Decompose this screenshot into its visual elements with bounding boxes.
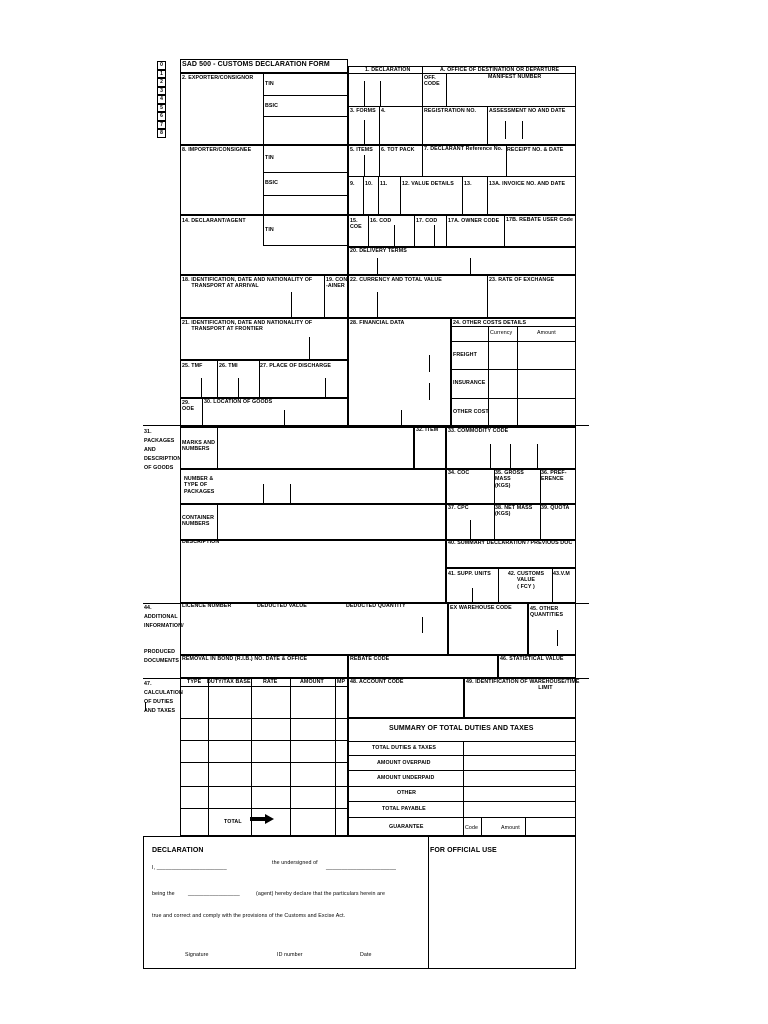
strip-number: 6	[157, 112, 166, 121]
supp-units-label: 41. SUPP. UNITS	[448, 571, 491, 577]
declarant-agent-label: 14. DECLARANT/AGENT	[182, 218, 246, 224]
summary-row-label: GUARANTEE	[389, 824, 424, 830]
description-label: DESCRIPTION	[182, 539, 220, 545]
item-label: 32. ITEM	[416, 427, 439, 433]
declaration-being-blank[interactable]: _________________	[188, 891, 240, 897]
assessment-no-label: ASSESSMENT NO AND DATE	[489, 108, 566, 114]
date-label: Date	[360, 952, 372, 958]
freight-label: FREIGHT	[453, 352, 477, 358]
amount-label: Amount	[537, 330, 556, 336]
office-destination-label: A. OFFICE OF DESTINATION OR DEPARTURE	[440, 67, 560, 73]
amount-label: Amount	[501, 825, 520, 831]
tot-pack-label: 6. TOT PACK	[381, 147, 415, 153]
exchange-rate-label: 23. RATE OF EXCHANGE	[489, 277, 555, 283]
other-quantities-label: 45. OTHER QUANTITIES	[530, 606, 564, 619]
currency-label: Currency	[490, 330, 513, 336]
delivery-terms-label: 20. DELIVERY TERMS	[350, 248, 407, 254]
licence-box[interactable]	[180, 603, 448, 655]
value-details-label: 12. VALUE DETAILS	[402, 181, 454, 187]
items-label: 5. ITEMS	[350, 147, 373, 153]
insurance-label: INSURANCE	[453, 380, 486, 386]
declaration-box-a[interactable]	[364, 81, 365, 106]
cod17-label: 17. COD	[416, 218, 438, 224]
container-label: 19. CON -AINER	[326, 277, 348, 290]
marks-numbers-label: MARKS AND NUMBERS	[182, 440, 216, 453]
deducted-quantity-label: DEDUCTED QUANTITY	[346, 603, 406, 609]
col-mp: MP	[337, 679, 346, 685]
tmf-label: 25. TMF	[182, 363, 203, 369]
invoice-no-label: 13A. INVOICE NO. AND DATE	[489, 181, 566, 187]
produced-documents-label: PRODUCED DOCUMENTS	[144, 649, 180, 664]
field13-label: 13.	[464, 181, 472, 187]
other-costs-label: 24. OTHER COSTS DETAILS	[453, 320, 527, 326]
net-mass-label: 38. NET MASS (KGS)	[495, 505, 533, 518]
total-label: TOTAL	[224, 819, 242, 825]
tin-label: TIN	[265, 81, 274, 87]
description-box[interactable]	[180, 540, 446, 603]
code-label: Code	[465, 825, 479, 831]
strip-number: 8	[157, 129, 166, 138]
removal-in-bond-label: REMOVAL IN BOND (R.I.B.) NO. DATE & OFFICE	[182, 656, 308, 662]
bsic-label: BSIC	[265, 103, 279, 109]
exporter-box[interactable]	[180, 73, 348, 145]
exporter-label: 2. EXPORTER/CONSIGNOR	[182, 75, 254, 81]
strip-number: 2	[157, 78, 166, 87]
owner-code-label: 17A. OWNER CODE	[448, 218, 500, 224]
manifest-number-label: MANIFEST NUMBER	[488, 74, 542, 80]
importer-box[interactable]	[180, 145, 348, 215]
ooe-label: 29. OOE	[182, 400, 195, 413]
statistical-value-label: 46. STATISTICAL VALUE	[500, 656, 564, 662]
col-type: TYPE	[187, 679, 202, 685]
location-goods-label: 30. LOCATION OF GOODS	[204, 399, 273, 405]
declaration-true-text: true and correct and comply with the provisions of the Customs and Excise Act.	[152, 913, 346, 919]
commodity-code-label: 33. COMMODITY CODE	[448, 428, 509, 434]
declaration-undersigned-blank[interactable]: _______________________	[326, 865, 397, 871]
tmi-label: 26. TMI	[219, 363, 238, 369]
official-use-label: FOR OFFICIAL USE	[430, 847, 497, 854]
form-title: SAD 500 - CUSTOMS DECLARATION FORM	[182, 61, 330, 68]
container-numbers-label: CONTAINER NUMBERS	[182, 515, 214, 528]
receipt-no-label: RECEIPT NO. & DATE	[507, 147, 564, 153]
declaration-label: 1. DECLARATION	[365, 67, 411, 73]
cod16-label: 16. COD	[370, 218, 392, 224]
rebate-user-label: 17B. REBATE USER Code	[506, 217, 574, 223]
summary-row-label: TOTAL PAYABLE	[382, 806, 426, 812]
tin-label: TIN	[265, 227, 274, 233]
number-type-packages-label: NUMBER & TYPE OF PACKAGES	[184, 476, 215, 495]
licence-number-label: LICENCE NUMBER	[182, 603, 232, 609]
declarant-ref-label: 7. DECLARANT Reference No.	[424, 146, 503, 152]
place-discharge-label: 27. PLACE OF DISCHARGE	[260, 363, 332, 369]
declaration-i-line[interactable]: I, _______________________	[152, 865, 227, 871]
gross-mass-label: 35. GROSS MASS (KGS)	[495, 470, 524, 489]
strip-number: 5	[157, 104, 166, 113]
currency-total-label: 22. CURRENCY AND TOTAL VALUE	[350, 277, 442, 283]
quota-label: 39. QUOTA	[541, 505, 570, 511]
arrow-right-icon	[250, 814, 274, 824]
additional-info-label: 44. ADDITIONAL INFORMATION/	[144, 605, 184, 629]
packages-description-label: 31. PACKAGES AND DESCRIPTION OF GOODS	[144, 429, 182, 471]
cpc-label: 37. CPC	[448, 505, 469, 511]
rebate-code-label: REBATE CODE	[350, 656, 390, 662]
summary-row-label: TOTAL DUTIES & TAXES	[372, 745, 436, 751]
coc-label: 34. COC	[448, 470, 470, 476]
signature-label: Signature	[185, 952, 209, 958]
summary-row-label: OTHER	[397, 790, 417, 796]
tin-label: TIN	[265, 155, 274, 161]
declaration-being-the: being the	[152, 891, 175, 897]
field9-label: 9.	[350, 181, 355, 187]
vm-label: 43.V.M	[553, 571, 570, 577]
bsic-label: BSIC	[265, 180, 279, 186]
registration-no-label: REGISTRATION NO.	[424, 108, 477, 114]
strip-number: 1	[157, 70, 166, 79]
coe-label: 15. COE	[350, 218, 362, 231]
transport-frontier-label: 21. IDENTIFICATION, DATE AND NATIONALITY OF TRANSPORT AT FRONTIER	[182, 320, 313, 333]
col-rate: RATE	[263, 679, 278, 685]
col-duty-tax-base: DUTY/TAX BASE	[207, 679, 251, 685]
field11-label: 11.	[380, 181, 388, 187]
customs-value-label: 42. CUSTOMS VALUE ( FCY )	[507, 571, 545, 590]
calculation-duties-label: 47. CALCULATION OF DUTIES AND TAXES	[144, 681, 183, 714]
forms-label: 3. FORMS	[350, 108, 376, 114]
other-cost-label: OTHER COST	[453, 409, 489, 415]
declaration-box-b[interactable]	[380, 81, 381, 106]
col-amount: AMOUNT	[300, 679, 324, 685]
duties-table[interactable]	[180, 678, 348, 836]
id-number-label: ID number	[277, 952, 303, 958]
importer-label: 8. IMPORTER/CONSIGNEE	[182, 147, 252, 153]
declaration-box	[143, 836, 576, 969]
summary-row-label: AMOUNT OVERPAID	[377, 760, 431, 766]
declaration-undersigned: the undersigned of	[272, 860, 318, 866]
financial-data-label: 28. FINANCIAL DATA	[350, 320, 405, 326]
strip-number: 3	[157, 87, 166, 96]
strip-number: 4	[157, 95, 166, 104]
summary-row-label: AMOUNT UNDERPAID	[377, 775, 435, 781]
strip-number: 0	[157, 61, 166, 70]
declaration-agent-text: (agent) hereby declare that the particulars herein are	[256, 891, 386, 897]
summary-title: SUMMARY OF TOTAL DUTIES AND TAXES	[389, 725, 534, 732]
ex-warehouse-label: EX WAREHOUSE CODE	[450, 605, 512, 611]
deducted-value-label: DEDUCTED VALUE	[257, 603, 307, 609]
warehouse-id-label: 49. IDENTIFICATION OF WAREHOUSE/TIME LIMIT	[466, 679, 580, 692]
preference-label: 36. PREF- ERENCE	[541, 470, 567, 483]
field10-label: 10.	[365, 181, 373, 187]
account-code-label: 48. ACCOUNT CODE	[350, 679, 404, 685]
declaration-title: DECLARATION	[152, 847, 204, 854]
off-code-label: OFF. CODE	[424, 75, 440, 88]
financial-data-box[interactable]	[348, 318, 451, 427]
summary-declaration-label: 40. SUMMARY DECLARATION / PREVIOUS DOC	[448, 540, 573, 546]
strip-number: 7	[157, 121, 166, 130]
transport-arrival-label: 18. IDENTIFICATION, DATE AND NATIONALITY OF TRANSPORT AT ARRIVAL	[182, 277, 313, 290]
field4-label: 4.	[381, 108, 386, 114]
